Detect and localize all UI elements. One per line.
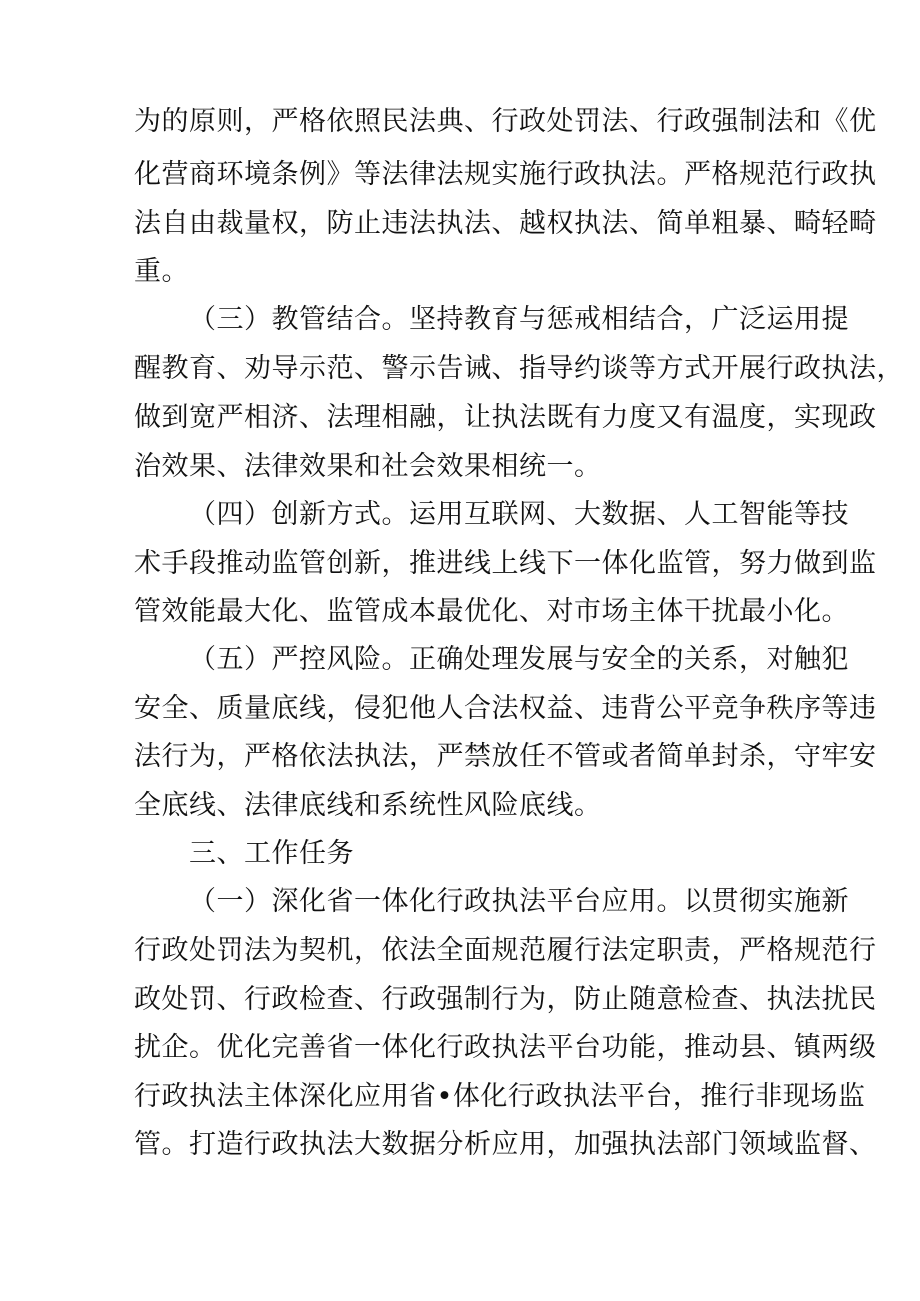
paragraph-line: 安全、质量底线，侵犯他人合法权益、违背公平竞争秩序等违 xyxy=(134,693,877,724)
paragraph-line: 术手段推动监管创新，推进线上线下一体化监管，努力做到监 xyxy=(134,548,877,579)
paragraph-line: 重。 xyxy=(134,256,189,287)
paragraph-line: 政处罚、行政检查、行政强制行为，防止随意检查、执法扰民 xyxy=(134,984,877,1015)
paragraph-line: 行政执法主体深化应用省•体化行政执法平台，推行非现场监 xyxy=(134,1081,866,1112)
paragraph-line: （一）深化省一体化行政执法平台应用。以贯彻实施新 xyxy=(189,886,849,917)
paragraph-line: （四）创新方式。运用互联网、大数据、人工智能等技 xyxy=(189,499,849,530)
paragraph-line: 管效能最大化、监管成本最优化、对市场主体干扰最小化。 xyxy=(134,596,849,627)
paragraph-line: 治效果、法律效果和社会效果相统一。 xyxy=(134,451,602,482)
paragraph-line: 醒教育、劝导示范、警示告诫、指导约谈等方式开展行政执法， xyxy=(134,353,904,384)
paragraph-line: 做到宽严相济、法理相融，让执法既有力度又有温度，实现政 xyxy=(134,402,877,433)
paragraph-line: 行政处罚法为契机，依法全面规范履行法定职责，严格规范行 xyxy=(134,935,877,966)
paragraph-line: （三）教管结合。坚持教育与惩戒相结合，广泛运用提 xyxy=(189,304,849,335)
paragraph-line: 全底线、法律底线和系统性风险底线。 xyxy=(134,790,602,821)
paragraph-line: 法自由裁量权，防止违法执法、越权执法、简单粗暴、畸轻畸 xyxy=(134,208,877,239)
paragraph-line: 化营商环境条例》等法律法规实施行政执法。严格规范行政执 xyxy=(134,159,877,190)
paragraph-line: 为的原则，严格依照民法典、行政处罚法、行政强制法和《优 xyxy=(134,106,877,137)
paragraph-line: 管。打造行政执法大数据分析应用，加强执法部门领域监督、 xyxy=(134,1129,877,1160)
section-heading: 三、工作任务 xyxy=(189,838,354,869)
paragraph-line: （五）严控风险。正确处理发展与安全的关系，对触犯 xyxy=(189,644,849,675)
paragraph-line: 扰企。优化完善省一体化行政执法平台功能，推动县、镇两级 xyxy=(134,1032,877,1063)
paragraph-line: 法行为，严格依法执法，严禁放任不管或者简单封杀，守牢安 xyxy=(134,741,877,772)
